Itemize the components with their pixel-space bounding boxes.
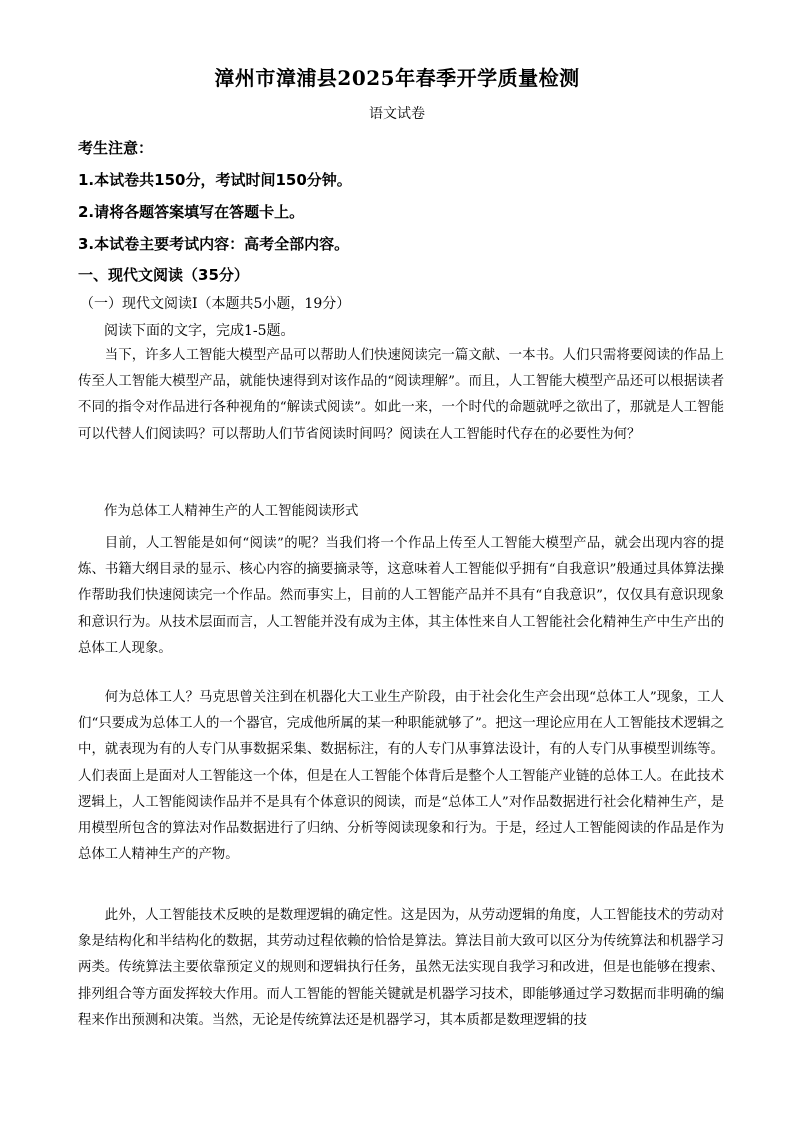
passage-paragraph-4: 此外，人工智能技术反映的是数理逻辑的确定性。这是因为，从劳动逻辑的角度，人工智能技术的劳动对象是结构化和半结构化的数据，其劳动过程依赖的恰恰是算法。算法目前大致可以区分为传统算法和机器学习两类。传统算法主要依靠预定义的规则和逻辑执行任务，虽然无法实现自我学习和改进，但是也能够在搜索、排列组合等方面发挥较大作用。而人工智能的智能关键就是机器学习技术，即能够通过学习数据而非明确的编程来作出预测和决策。当然，无论是传统算法还是机器学习，其本质都是数理逻辑的技: [78, 908, 724, 1028]
passage-paragraph-3: 何为总体工人？马克思曾关注到在机器化大工业生产阶段，由于社会化生产会出现“总体工人”现象，工人们“只要成为总体工人的一个器官，完成他所属的某一种职能就够了”。把这一理论应用在人工智能技术逻辑之中，就表现为有的人专门从事数据采集、数据标注，有的人专门从事算法设计，有的人专门从事模型训练等。人们表面上是面对人工智能这一个体，但是在人工智能个体背后是整个人工智能产业链的总体工人。在此技术逻辑上，人工智能阅读作品并不是具有个体意识的阅读，而是“总体工人”对作品数据进行社会化精神生产，是用模型所包含的算法对作品数据进行了归纳、分析等阅读现象和行为。于是，经过人工智能阅读的作品是作为总体工人精神生产的产物。: [78, 690, 724, 863]
notice-item-3: 3.本试卷主要考试内容：高考全部内容。: [78, 235, 350, 253]
notice-heading: 考生注意：: [78, 139, 154, 157]
section-heading: 一、现代文阅读（35分）: [78, 266, 249, 284]
notice-item-1: 1.本试卷共150分，考试时间150分钟。: [78, 171, 352, 189]
section-subheading: （一）现代文阅读Ⅰ（本题共5小题，19分）: [80, 296, 351, 312]
notice-item-2: 2.请将各题答案填写在答题卡上。: [78, 203, 305, 221]
passage-subheading: 作为总体工人精神生产的人工智能阅读形式: [104, 504, 359, 519]
reading-instruction: 阅读下面的文字，完成1-5题。: [104, 323, 295, 339]
exam-title: 漳州市漳浦县2025年春季开学质量检测: [214, 66, 580, 90]
passage-paragraph-1: 当下，许多人工智能大模型产品可以帮助人们快速阅读完一篇文献、一本书。人们只需将要阅读的作品上传至人工智能大模型产品，就能快速得到对该作品的“阅读理解”。而且，人工智能大模型产品还可以根据读者不同的指令对作品进行各种视角的“解读式阅读”。如此一来，一个时代的命题就呼之欲出了，那就是人工智能可以代替人们阅读吗？可以帮助人们节省阅读时间吗？阅读在人工智能时代存在的必要性为何？: [78, 348, 724, 442]
exam-subtitle: 语文试卷: [369, 106, 425, 122]
passage-paragraph-2: 目前，人工智能是如何“阅读”的呢？当我们将一个作品上传至人工智能大模型产品，就会出现内容的提炼、书籍大纲目录的显示、核心内容的摘要摘录等，这意味着人工智能似乎拥有“自我意识”般通过具体算法操作帮助我们快速阅读完一个作品。然而事实上，目前的人工智能产品并不具有“自我意识”，仅仅具有意识现象和意识行为。从技术层面而言，人工智能并没有成为主体，其主体性来自人工智能社会化精神生产中生产出的总体工人现象。: [78, 536, 724, 656]
